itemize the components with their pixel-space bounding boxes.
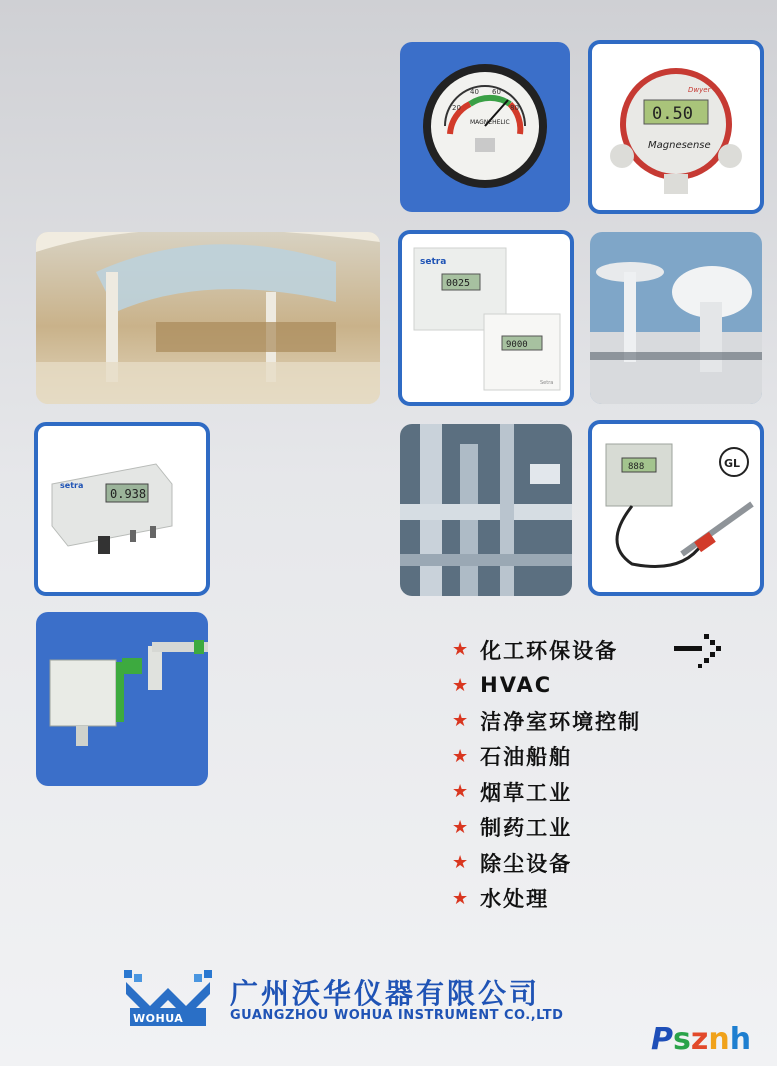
magnesense-display: 0.50 xyxy=(652,104,693,124)
application-list xyxy=(452,632,641,916)
setra-wall-display-bottom: 9000 xyxy=(506,340,528,350)
company-name-cn: 广州沃华仪器有限公司 xyxy=(230,977,541,1010)
application-label: 水处理 xyxy=(480,887,550,912)
magnesense-maker: Dwyer xyxy=(688,86,711,94)
setra-box-display: 0.938 xyxy=(110,487,147,501)
star-icon: ★ xyxy=(452,639,471,661)
gauge-brand: MAGNEHELIC xyxy=(470,119,510,126)
application-label: 烟草工业 xyxy=(480,780,573,805)
setra-wall-caption: Setra xyxy=(540,380,554,386)
watermark-letter-p: P xyxy=(651,1022,673,1057)
setra-box-sensor-image xyxy=(38,426,206,592)
gauge-scale-60: 60 xyxy=(492,88,501,96)
duct-sensor-image xyxy=(36,612,208,786)
watermark-letter-s: s xyxy=(673,1022,691,1057)
star-icon: ★ xyxy=(452,816,471,838)
ship-radar-image xyxy=(590,232,762,404)
magnehelic-gauge-tile xyxy=(400,42,570,212)
star-icon: ★ xyxy=(452,887,471,909)
setra-wall-sensor-image xyxy=(402,234,570,402)
gl-sensor-tile xyxy=(588,420,764,596)
logo-text: WOHUA xyxy=(133,1012,184,1025)
magnesense-image xyxy=(592,44,760,210)
list-item xyxy=(452,632,641,668)
application-label: 石油船舶 xyxy=(480,745,573,770)
ship-radar-photo xyxy=(590,232,762,404)
application-label: HVAC xyxy=(480,673,553,698)
application-label: 洁净室环境控制 xyxy=(480,709,642,734)
list-item xyxy=(452,881,641,917)
list-item xyxy=(452,703,641,739)
application-label: 制药工业 xyxy=(480,816,573,841)
gl-sensor-image xyxy=(592,424,760,592)
watermark-letter-n: n xyxy=(708,1022,730,1057)
star-icon: ★ xyxy=(452,710,471,732)
duct-sensor-tile xyxy=(36,612,208,786)
list-item xyxy=(452,810,641,846)
company-name-en: GUANGZHOU WOHUA INSTRUMENT CO.,LTD xyxy=(230,1008,564,1023)
list-item xyxy=(452,739,641,775)
airport-hall-photo xyxy=(36,232,380,404)
magnesense-brand: Magnesense xyxy=(648,140,711,151)
magnehelic-gauge-image xyxy=(400,42,570,212)
airport-hall-image xyxy=(36,232,380,404)
watermark-letter-h: h xyxy=(729,1022,752,1057)
star-icon: ★ xyxy=(452,781,471,803)
psznh-watermark xyxy=(651,1022,751,1057)
arrow-icon xyxy=(674,628,730,670)
setra-box-brand: setra xyxy=(60,481,84,490)
setra-wall-sensor-tile xyxy=(398,230,574,406)
gl-sensor-display: 888 xyxy=(628,462,645,472)
setra-box-sensor-tile xyxy=(34,422,210,596)
gauge-scale-20: 20 xyxy=(452,104,461,112)
magnesense-tile xyxy=(588,40,764,214)
industrial-pipes-photo xyxy=(400,424,572,596)
industrial-pipes-image xyxy=(400,424,572,596)
star-icon: ★ xyxy=(452,674,471,696)
setra-wall-display-top: 0025 xyxy=(446,278,471,289)
gauge-scale-80: 80 xyxy=(510,104,519,112)
application-label: 化工环保设备 xyxy=(480,638,619,663)
gl-badge: GL xyxy=(724,457,741,470)
star-icon: ★ xyxy=(452,745,471,767)
gauge-scale-40: 40 xyxy=(470,88,479,96)
setra-wall-brand: setra xyxy=(420,257,447,267)
list-item xyxy=(452,774,641,810)
list-item xyxy=(452,845,641,881)
watermark-letter-z: z xyxy=(690,1022,709,1057)
star-icon: ★ xyxy=(452,852,471,874)
application-label: 除尘设备 xyxy=(480,851,573,876)
list-item xyxy=(452,668,641,704)
